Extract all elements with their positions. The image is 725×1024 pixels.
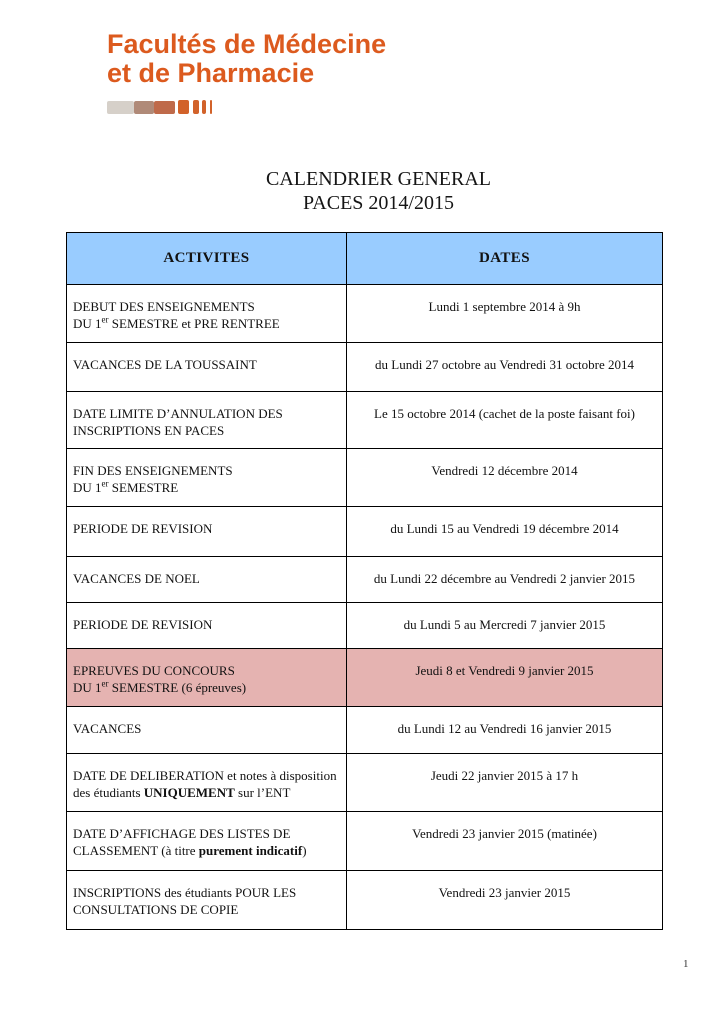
logo-bar-segment-icon [107, 101, 134, 114]
activity-line: PERIODE DE REVISION [73, 617, 213, 632]
activity-line: DEBUT DES ENSEIGNEMENTS [73, 299, 255, 314]
logo-text [107, 30, 386, 88]
activity-line: CONSULTATIONS DE COPIE [73, 902, 239, 917]
logo-bar-icon [107, 100, 386, 114]
activity-line: DU 1er SEMESTRE et PRE RENTREE [73, 314, 280, 331]
table-row-epreuves-concours-highlighted [67, 648, 662, 706]
table-row-fin-enseignements [67, 448, 662, 506]
activity-cell [67, 649, 347, 706]
date-cell: du Lundi 5 au Mercredi 7 janvier 2015 [403, 617, 606, 632]
activity-cell [67, 392, 347, 448]
logo-bar-segment-icon [134, 101, 154, 114]
table-row-vacances-toussaint [67, 342, 662, 391]
activity-line: des étudiants UNIQUEMENT sur l’ENT [73, 785, 291, 800]
activity-line: DATE DE DELIBERATION et notes à disposition [73, 768, 337, 783]
table-row-vacances-noel [67, 556, 662, 602]
table-row-inscriptions-copies [67, 870, 662, 929]
activity-line: INSCRIPTIONS des étudiants POUR LES [73, 885, 297, 900]
activity-cell [67, 285, 347, 342]
activity-line: VACANCES DE NOEL [73, 571, 200, 586]
activity-cell [67, 707, 347, 753]
logo-bar-segment-icon [193, 100, 199, 114]
activity-line: VACANCES DE LA TOUSSAINT [73, 357, 257, 372]
document-title [94, 167, 663, 215]
date-cell: du Lundi 22 décembre au Vendredi 2 janvier 2015 [373, 571, 636, 586]
faculty-logo [107, 30, 386, 114]
activity-line: DU 1er SEMESTRE [73, 478, 179, 495]
logo-text-line1: Facultés de Médecine [107, 29, 387, 59]
table-row-date-deliberation [67, 753, 662, 811]
column-header-dates: DATES [347, 233, 662, 284]
activity-cell [67, 557, 347, 602]
activity-line: PERIODE DE REVISION [73, 521, 213, 536]
activity-line: VACANCES [73, 721, 142, 736]
page-number: 1 [683, 958, 689, 970]
table-row-periode-revision-2 [67, 602, 662, 648]
activity-line: DATE LIMITE D’ANNULATION DES [73, 406, 283, 421]
activity-line: INSCRIPTIONS EN PACES [73, 423, 225, 438]
table-row-periode-revision-1 [67, 506, 662, 556]
logo-bar-segment-icon [202, 100, 206, 114]
logo-bar-segment-icon [178, 100, 189, 114]
activity-line: FIN DES ENSEIGNEMENTS [73, 463, 233, 478]
activity-line: DATE D’AFFICHAGE DES LISTES DE [73, 826, 291, 841]
activity-line: CLASSEMENT (à titre purement indicatif) [73, 843, 307, 858]
activity-cell [67, 449, 347, 506]
date-cell: Lundi 1 septembre 2014 à 9h [428, 299, 581, 314]
activity-line: DU 1er SEMESTRE (6 épreuves) [73, 678, 247, 695]
table-header-row [67, 233, 662, 284]
table-row-vacances [67, 706, 662, 753]
activity-cell [67, 603, 347, 648]
date-cell: Vendredi 23 janvier 2015 [438, 885, 571, 900]
date-cell: Vendredi 23 janvier 2015 (matinée) [412, 826, 597, 841]
table-row-date-limite-annulation [67, 391, 662, 448]
logo-text-line2: et de Pharmacie [107, 58, 315, 88]
date-cell: Jeudi 22 janvier 2015 à 17 h [430, 768, 579, 783]
activity-cell [67, 507, 347, 556]
document-title-line1: CALENDRIER GENERAL [266, 168, 491, 190]
date-cell: du Lundi 15 au Vendredi 19 décembre 2014 [390, 521, 619, 536]
activity-cell [67, 754, 347, 811]
date-cell: du Lundi 12 au Vendredi 16 janvier 2015 [397, 721, 612, 736]
date-cell: Le 15 octobre 2014 (cachet de la poste faisant foi) [374, 406, 635, 421]
logo-bar-segment-icon [210, 100, 212, 114]
date-cell: du Lundi 27 octobre au Vendredi 31 octobre 2014 [375, 357, 634, 372]
table-row-debut-enseignements [67, 284, 662, 342]
document-title-line2: PACES 2014/2015 [303, 192, 454, 214]
logo-bar-segment-icon [154, 101, 175, 114]
activity-cell [67, 343, 347, 391]
date-cell: Jeudi 8 et Vendredi 9 janvier 2015 [415, 663, 594, 678]
table-row-affichage-listes [67, 811, 662, 870]
date-cell: Vendredi 12 décembre 2014 [431, 463, 578, 478]
activity-cell [67, 812, 347, 870]
activity-cell [67, 871, 347, 929]
column-header-activites: ACTIVITES [67, 233, 347, 284]
calendar-table [66, 232, 663, 930]
activity-line: EPREUVES DU CONCOURS [73, 663, 235, 678]
